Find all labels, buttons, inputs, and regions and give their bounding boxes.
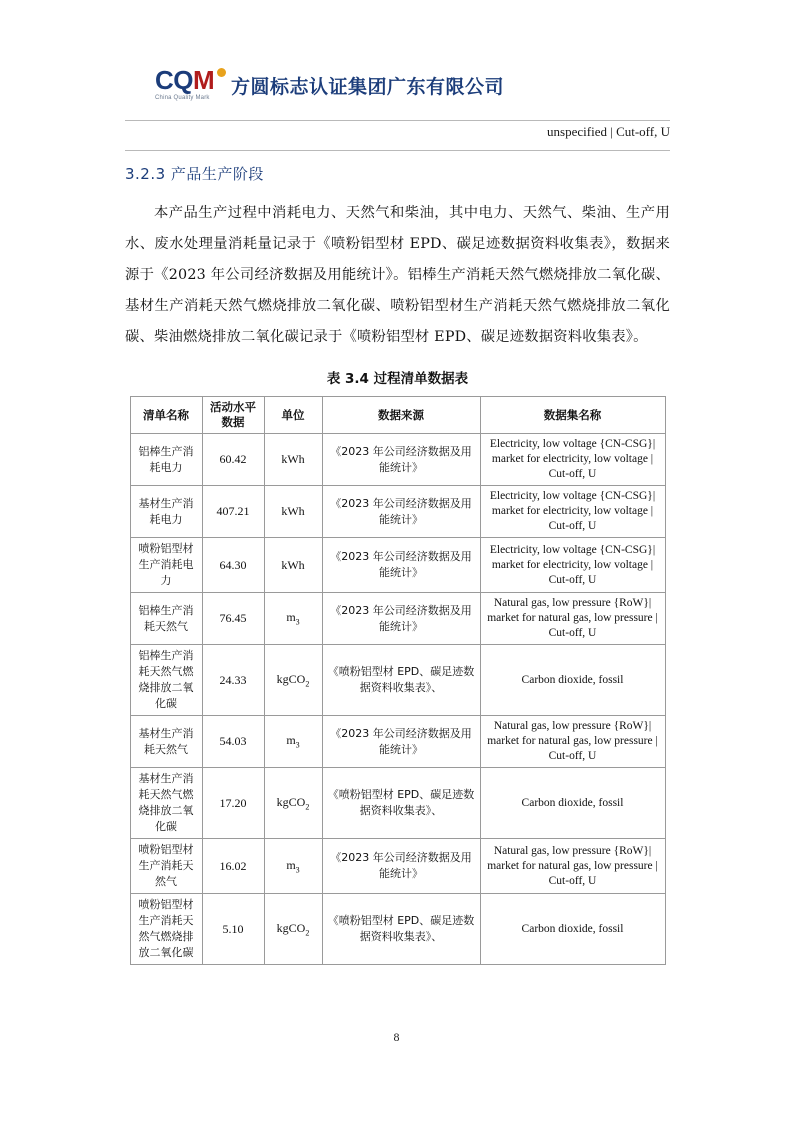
- cell-unit: [264, 538, 322, 593]
- unit-subscript: 3: [295, 740, 300, 750]
- cell-unit: [264, 839, 322, 894]
- cell-dataset-name: Carbon dioxide, fossil: [480, 645, 665, 716]
- cell-activity-value: 16.02: [202, 839, 264, 894]
- cell-data-source: 《2023 年公司经济数据及用能统计》: [322, 593, 480, 645]
- cell-inventory-name: 喷粉铝型材生产消耗天然气燃烧排放二氧化碳: [130, 894, 202, 965]
- cell-dataset-name: Carbon dioxide, fossil: [480, 768, 665, 839]
- cqm-logo-text: CQM: [155, 65, 215, 95]
- cell-data-source: 《喷粉铝型材 EPD、碳足迹数据资料收集表》、: [322, 894, 480, 965]
- header-right-note: unspecified | Cut-off, U: [547, 124, 670, 139]
- cell-inventory-name: 基材生产消耗电力: [130, 486, 202, 538]
- cell-data-source: 《2023 年公司经济数据及用能统计》: [322, 839, 480, 894]
- cell-data-source: 《2023 年公司经济数据及用能统计》: [322, 486, 480, 538]
- unit-subscript: 2: [305, 802, 310, 812]
- table-row: [130, 593, 665, 645]
- header-rule-top: [125, 120, 670, 121]
- section-paragraph: 本产品生产过程中消耗电力、天然气和柴油，其中电力、天然气、柴油、生产用水、废水处理量消耗量记录于《喷粉铝型材 EPD、碳足迹数据资料收集表》，数据来源于《2023 年公司经济数据及用能统计》。铝棒生产消耗天然气燃烧排放二氧化碳、基材生产消耗天然气燃烧排放二氧化碳、喷粉铝型材生产消耗天然气燃烧排放二氧化碳、柴油燃烧排放二氧化碳记录于《喷粉铝型材 EPD、碳足迹数据资料收集表》。: [125, 205, 670, 345]
- cell-dataset-name: Natural gas, low pressure {RoW}| market for natural gas, low pressure | Cut-off, U: [480, 839, 665, 894]
- header-rule-bottom: [125, 150, 670, 151]
- page-number: 8: [393, 1030, 400, 1044]
- unit-base: m: [286, 733, 296, 748]
- logo-dot-icon: [217, 68, 226, 77]
- cell-activity-value: 76.45: [202, 593, 264, 645]
- unit-base: kWh: [281, 557, 305, 572]
- cell-unit: [264, 593, 322, 645]
- table-row: [130, 716, 665, 768]
- unit-subscript: 3: [295, 617, 300, 627]
- cell-inventory-name: 喷粉铝型材生产消耗电力: [130, 538, 202, 593]
- column-header-source: 数据来源: [322, 397, 480, 434]
- cell-inventory-name: 基材生产消耗天然气燃烧排放二氧化碳: [130, 768, 202, 839]
- cqm-logo-icon: [155, 66, 223, 106]
- cell-inventory-name: 喷粉铝型材生产消耗天然气: [130, 839, 202, 894]
- cell-unit: [264, 434, 322, 486]
- inventory-table: [130, 396, 666, 965]
- column-header-unit: 单位: [264, 397, 322, 434]
- unit-base: kgCO: [276, 920, 306, 935]
- cell-dataset-name: Electricity, low voltage {CN-CSG}| market for electricity, low voltage | Cut-off, U: [480, 538, 665, 593]
- table-row: [130, 768, 665, 839]
- table-header-row: [130, 397, 665, 434]
- cell-unit: [264, 716, 322, 768]
- unit-base: kWh: [281, 452, 305, 466]
- cell-activity-value: 64.30: [202, 538, 264, 593]
- table-body: [130, 434, 665, 965]
- unit-base: kgCO: [276, 794, 306, 809]
- brand-lockup: [155, 66, 504, 106]
- cell-activity-value: 54.03: [202, 716, 264, 768]
- table-row: [130, 645, 665, 716]
- table-row: [130, 538, 665, 593]
- cell-unit: [264, 486, 322, 538]
- column-header-activity: 活动水平数据: [202, 397, 264, 434]
- cell-activity-value: 407.21: [202, 486, 264, 538]
- cell-data-source: 《2023 年公司经济数据及用能统计》: [322, 434, 480, 486]
- cell-inventory-name: 铝棒生产消耗天然气燃烧排放二氧化碳: [130, 645, 202, 716]
- unit-base: m: [286, 857, 296, 872]
- cell-unit: [264, 645, 322, 716]
- table-row: [130, 434, 665, 486]
- page-content: [125, 163, 670, 965]
- cell-data-source: 《2023 年公司经济数据及用能统计》: [322, 538, 480, 593]
- unit-base: m: [286, 610, 296, 625]
- section-heading: 3.2.3 产品生产阶段: [125, 165, 264, 183]
- page-header: [0, 66, 793, 112]
- cell-data-source: 《喷粉铝型材 EPD、碳足迹数据资料收集表》、: [322, 645, 480, 716]
- cell-unit: [264, 768, 322, 839]
- cell-data-source: 《2023 年公司经济数据及用能统计》: [322, 716, 480, 768]
- column-header-dataset: 数据集名称: [480, 397, 665, 434]
- cell-unit: [264, 894, 322, 965]
- cell-activity-value: 17.20: [202, 768, 264, 839]
- unit-subscript: 2: [305, 928, 310, 938]
- unit-subscript: 3: [295, 865, 300, 875]
- table-caption: 表 3.4 过程清单数据表: [326, 371, 469, 387]
- unit-base: kgCO: [276, 671, 306, 686]
- column-header-name: 清单名称: [130, 397, 202, 434]
- cqm-logo-subtext: China Quality Mark: [155, 95, 210, 101]
- cell-dataset-name: Electricity, low voltage {CN-CSG}| market for electricity, low voltage | Cut-off, U: [480, 486, 665, 538]
- cell-activity-value: 5.10: [202, 894, 264, 965]
- cell-dataset-name: Natural gas, low pressure {RoW}| market for natural gas, low pressure | Cut-off, U: [480, 593, 665, 645]
- cell-inventory-name: 铝棒生产消耗电力: [130, 434, 202, 486]
- cell-data-source: 《喷粉铝型材 EPD、碳足迹数据资料收集表》、: [322, 768, 480, 839]
- unit-subscript: 2: [305, 679, 310, 689]
- table-row: [130, 839, 665, 894]
- cell-dataset-name: Electricity, low voltage {CN-CSG}| market for electricity, low voltage | Cut-off, U: [480, 434, 665, 486]
- cell-inventory-name: 铝棒生产消耗天然气: [130, 593, 202, 645]
- cell-activity-value: 60.42: [202, 434, 264, 486]
- cell-inventory-name: 基材生产消耗天然气: [130, 716, 202, 768]
- table-row: [130, 486, 665, 538]
- cell-dataset-name: Natural gas, low pressure {RoW}| market for natural gas, low pressure | Cut-off, U: [480, 716, 665, 768]
- unit-base: kWh: [281, 504, 305, 518]
- company-name: 方圆标志认证集团广东有限公司: [231, 76, 505, 98]
- table-row: [130, 894, 665, 965]
- cell-dataset-name: Carbon dioxide, fossil: [480, 894, 665, 965]
- cell-activity-value: 24.33: [202, 645, 264, 716]
